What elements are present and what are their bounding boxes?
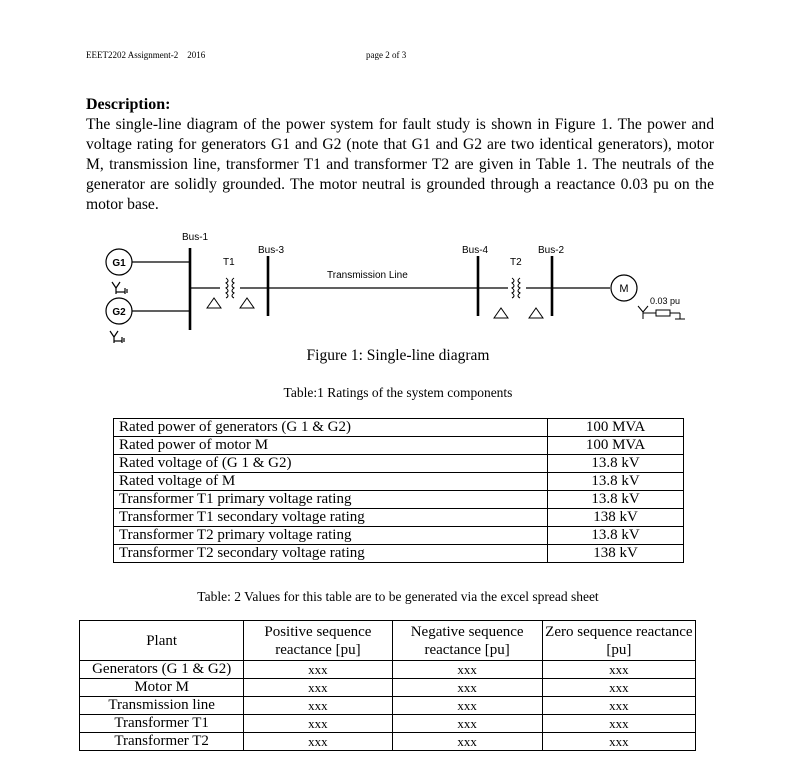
zero-value: xxx <box>542 733 695 751</box>
rating-value: 13.8 kV <box>548 473 684 491</box>
zero-value: xxx <box>542 697 695 715</box>
negative-value: xxx <box>392 679 542 697</box>
single-line-diagram <box>0 222 796 347</box>
plant-row <box>80 715 696 733</box>
description-heading: Description: <box>86 96 171 113</box>
positive-value: xxx <box>244 697 392 715</box>
g2-label: G2 <box>112 307 126 318</box>
g2-grounded-wye-icon <box>110 331 124 343</box>
figure-caption: Figure 1: Single-line diagram <box>306 347 490 364</box>
ratings-row <box>114 455 684 473</box>
rating-label: Transformer T2 secondary voltage rating <box>114 545 548 563</box>
t2-primary-coil <box>512 278 514 298</box>
rating-value: 13.8 kV <box>548 491 684 509</box>
ratings-row <box>114 473 684 491</box>
bus-4-label: Bus-4 <box>462 245 489 256</box>
rating-label: Rated power of generators (G 1 & G2) <box>114 419 548 437</box>
t1-delta-right-icon <box>240 298 254 308</box>
rating-label: Transformer T1 secondary voltage rating <box>114 509 548 527</box>
rating-value: 138 kV <box>548 509 684 527</box>
plant-name: Transformer T2 <box>80 733 244 751</box>
plant-row <box>80 733 696 751</box>
plant-name: Generators (G 1 & G2) <box>80 661 244 679</box>
t1-delta-left-icon <box>207 298 221 308</box>
plant-row <box>80 679 696 697</box>
positive-value: xxx <box>244 679 392 697</box>
transmission-line-label: Transmission Line <box>327 270 408 281</box>
negative-value: xxx <box>392 715 542 733</box>
negative-value: xxx <box>392 733 542 751</box>
header-page-number: page 2 of 3 <box>366 50 407 60</box>
zero-value: xxx <box>542 679 695 697</box>
rating-value: 13.8 kV <box>548 527 684 545</box>
rating-value: 100 MVA <box>548 419 684 437</box>
rating-label: Rated voltage of (G 1 & G2) <box>114 455 548 473</box>
ratings-row <box>114 527 684 545</box>
t1-primary-coil <box>226 278 228 298</box>
rating-label: Transformer T2 primary voltage rating <box>114 527 548 545</box>
plant-name: Transmission line <box>80 697 244 715</box>
ratings-row <box>114 419 684 437</box>
header-positive-sequence: Positive sequence reactance [pu] <box>244 621 392 661</box>
rating-value: 13.8 kV <box>548 455 684 473</box>
g1-grounded-wye-icon <box>112 282 127 294</box>
positive-value: xxx <box>244 661 392 679</box>
t2-delta-left-icon <box>494 308 508 318</box>
ratings-row <box>114 491 684 509</box>
negative-value: xxx <box>392 661 542 679</box>
positive-value: xxx <box>244 715 392 733</box>
description-paragraph: The single-line diagram of the power system for fault study is shown in Figure 1. The power and voltage rating for generators G1 and G2 (note that G1 and G2 are two identical generators), motor M, transmission line, transformer T1 and transformer T2 are given in Table 1. The neutrals of the generator are solidly grounded. The motor neutral is grounded through a reactance 0.03 pu on the motor base. <box>86 116 714 213</box>
sequence-reactance-table <box>79 620 696 751</box>
plant-name: Transformer T1 <box>80 715 244 733</box>
ratings-table <box>113 418 684 563</box>
zero-value: xxx <box>542 715 695 733</box>
zero-value: xxx <box>542 661 695 679</box>
t1-label: T1 <box>223 257 235 268</box>
bus-2-label: Bus-2 <box>538 245 565 256</box>
header-plant: Plant <box>80 621 244 661</box>
bus-3-label: Bus-3 <box>258 245 285 256</box>
table2-caption: Table: 2 Values for this table are to be generated via the excel spread sheet <box>197 589 599 604</box>
rating-label: Rated power of motor M <box>114 437 548 455</box>
negative-value: xxx <box>392 697 542 715</box>
bus-1-label: Bus-1 <box>182 232 209 243</box>
ratings-row <box>114 545 684 563</box>
rating-value: 138 kV <box>548 545 684 563</box>
ratings-row <box>114 437 684 455</box>
g1-label: G1 <box>112 258 126 269</box>
header-negative-sequence: Negative sequence reactance [pu] <box>392 621 542 661</box>
header-assignment: EEET2202 Assignment-2 2016 <box>86 50 206 60</box>
rating-label: Rated voltage of M <box>114 473 548 491</box>
ratings-row <box>114 509 684 527</box>
positive-value: xxx <box>244 733 392 751</box>
motor-label: M <box>619 283 629 295</box>
plant-name: Motor M <box>80 679 244 697</box>
reactance-label: 0.03 pu <box>650 296 681 306</box>
plant-row <box>80 661 696 679</box>
table1-caption: Table:1 Ratings of the system components <box>283 385 513 400</box>
plant-row <box>80 697 696 715</box>
t1-secondary-coil <box>232 278 234 298</box>
motor-grounding-reactance-icon <box>638 306 685 319</box>
t2-secondary-coil <box>518 278 520 298</box>
header-zero-sequence: Zero sequence reactance [pu] <box>542 621 695 661</box>
rating-value: 100 MVA <box>548 437 684 455</box>
t2-label: T2 <box>510 257 522 268</box>
t2-delta-right-icon <box>529 308 543 318</box>
rating-label: Transformer T1 primary voltage rating <box>114 491 548 509</box>
